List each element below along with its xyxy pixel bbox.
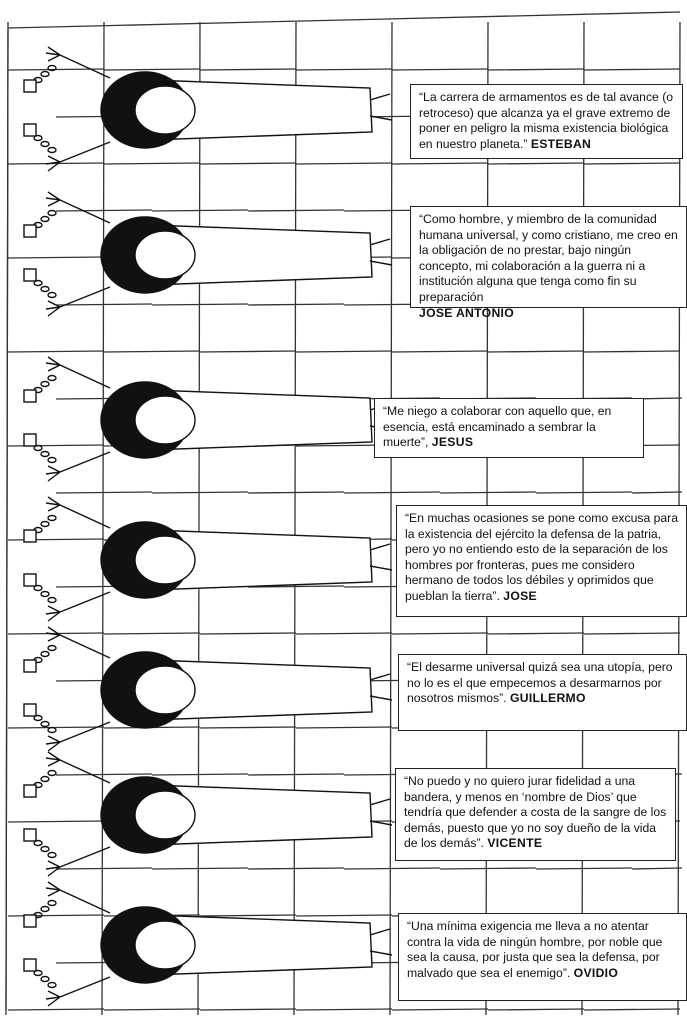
chain-link xyxy=(41,722,49,727)
author-name: GUILLERMO xyxy=(509,691,586,706)
mortar-line-horizontal xyxy=(488,69,584,70)
quote-guillermo xyxy=(398,654,687,731)
mortar-line-horizontal xyxy=(152,868,248,869)
hand xyxy=(46,861,60,876)
chain-link xyxy=(41,652,49,657)
mortar-line-horizontal xyxy=(248,868,344,869)
mortar-line-horizontal xyxy=(248,492,344,493)
mortar-line-horizontal xyxy=(152,492,248,493)
mortar-line-horizontal xyxy=(248,210,344,211)
chain-link xyxy=(41,72,49,77)
hand xyxy=(46,882,60,896)
mortar-line-horizontal xyxy=(584,69,680,70)
shackle xyxy=(24,574,36,586)
author-name: ESTEBAN xyxy=(530,136,592,151)
chain-link xyxy=(48,293,56,298)
mortar-line-horizontal xyxy=(296,69,392,70)
chain-link xyxy=(48,148,56,153)
mortar-line-horizontal xyxy=(488,1009,584,1010)
chain-link xyxy=(48,211,56,216)
face xyxy=(135,536,195,584)
mortar-line-horizontal xyxy=(296,727,392,728)
face xyxy=(135,396,195,444)
mortar-line-horizontal xyxy=(296,163,392,164)
quote-vicente xyxy=(395,768,676,861)
quote-esteban xyxy=(410,84,683,159)
shackle xyxy=(24,225,36,237)
mortar-line-horizontal xyxy=(392,351,488,352)
mortar-line-horizontal xyxy=(584,351,680,352)
chain-link xyxy=(48,598,56,603)
shackle xyxy=(24,530,36,542)
chain-link xyxy=(48,771,56,776)
mortar-line-horizontal xyxy=(200,1009,296,1010)
mortar-line-horizontal xyxy=(488,351,584,352)
mortar-line-horizontal xyxy=(8,1009,104,1010)
feet xyxy=(370,674,392,700)
mortar-line-horizontal xyxy=(392,633,488,634)
mortar-line-horizontal xyxy=(56,492,152,493)
mortar-line-horizontal xyxy=(8,351,104,352)
quote-text: “Como hombre, y miembro de la comunidad humana universal, y como cristiano, me creo en la obligación de no prestar, bajo ningún concepto, mi colaboración a la guerra ni a institución alguna que tenga como fin su preparación xyxy=(419,212,678,304)
mortar-line-horizontal xyxy=(8,915,104,916)
chained-figure xyxy=(24,47,392,171)
mortar-line-vertical xyxy=(6,22,8,1015)
chain-link xyxy=(41,142,49,147)
feet xyxy=(370,544,392,570)
chain-link xyxy=(48,516,56,521)
shackle xyxy=(24,390,36,402)
hand xyxy=(46,606,60,621)
mortar-line-horizontal xyxy=(392,163,488,164)
chain-link xyxy=(48,901,56,906)
shackle xyxy=(24,959,36,971)
hand xyxy=(46,357,60,371)
shackle xyxy=(24,80,36,92)
chain-link xyxy=(41,777,49,782)
mortar-line-horizontal xyxy=(56,774,152,775)
mortar-line-horizontal xyxy=(200,69,296,70)
feet xyxy=(370,929,392,955)
chain-link xyxy=(48,376,56,381)
quote-jesus xyxy=(374,398,644,458)
mortar-line-horizontal xyxy=(152,774,248,775)
shackle xyxy=(24,704,36,716)
arm xyxy=(60,55,110,78)
chained-figure xyxy=(24,752,392,876)
chained-figure xyxy=(24,882,392,1006)
hand xyxy=(46,752,60,766)
quote-text: “La carrera de armamentos es de tal avance (o retroceso) que alcanza ya el grave extremo de poner en peligro la misma existencia biológica en nuestro planeta.” xyxy=(419,90,674,151)
mortar-line-horizontal xyxy=(56,210,152,211)
mortar-line-horizontal xyxy=(104,633,200,634)
mortar-line-horizontal xyxy=(200,633,296,634)
chain-link xyxy=(48,983,56,988)
mortar-line-horizontal xyxy=(488,633,584,634)
author-name: VICENTE xyxy=(487,836,543,851)
chain-link xyxy=(41,907,49,912)
author-name: JESUS xyxy=(431,435,474,450)
mortar-line-horizontal xyxy=(104,163,200,164)
mortar-line-horizontal xyxy=(152,304,248,305)
hand xyxy=(46,47,60,61)
chain-link xyxy=(41,217,49,222)
mortar-line-horizontal xyxy=(200,351,296,352)
chain-link xyxy=(48,853,56,858)
mortar-line-horizontal xyxy=(536,868,632,869)
hand xyxy=(46,991,60,1006)
mortar-line-horizontal xyxy=(440,868,536,869)
chain-link xyxy=(41,592,49,597)
mortar-line-horizontal xyxy=(56,868,152,869)
mortar-line-horizontal xyxy=(296,915,392,916)
chain-link xyxy=(41,382,49,387)
face xyxy=(135,231,195,279)
mortar-line-horizontal xyxy=(8,821,104,822)
mortar-line-horizontal xyxy=(8,445,104,446)
quote-text: “Una mínima exigencia me lleva a no atentar contra la vida de ningún hombre, por noble que sea la causa, por justa que sea la defensa, por malvado que sea el enemigo”. xyxy=(407,919,663,980)
chain-link xyxy=(48,728,56,733)
shackle xyxy=(24,434,36,446)
chained-figure xyxy=(24,357,392,481)
mortar-line-horizontal xyxy=(536,492,632,493)
quote-text: “En muchas ocasiones se pone como excusa para la existencia del ejército la defensa de la patria, pero yo no entiendo esto de la separación de los hombres por fronteras, pues me considero hermano de todos los débiles y oprimidos que pueblan la tierra”. xyxy=(405,511,679,603)
mortar-line-horizontal xyxy=(296,633,392,634)
face xyxy=(135,666,195,714)
chain-link xyxy=(48,646,56,651)
shackle xyxy=(24,124,36,136)
shackle xyxy=(24,660,36,672)
chain-link xyxy=(48,458,56,463)
mortar-line-horizontal xyxy=(56,304,152,305)
mortar-line-horizontal xyxy=(584,1009,680,1010)
quote-jose-antonio xyxy=(410,206,687,320)
mortar-line-horizontal xyxy=(392,1009,488,1010)
face xyxy=(135,921,195,969)
quote-text: “No puedo y no quiero jurar fidelidad a una bandera, y menos en ‘nombre de Dios’ que tendría que defender a costa de la sangre de los demás, puesto que yo no soy dueño de la vida de los demás”. xyxy=(404,774,667,851)
mortar-line-horizontal xyxy=(104,69,200,70)
hand xyxy=(46,497,60,511)
quote-ovidio xyxy=(398,913,687,1001)
mortar-line-horizontal xyxy=(584,163,680,164)
chain-link xyxy=(41,522,49,527)
mortar-line-horizontal xyxy=(200,915,296,916)
mortar-line-horizontal xyxy=(248,774,344,775)
mortar-line-horizontal xyxy=(344,868,440,869)
mortar-line-horizontal xyxy=(8,727,104,728)
mortar-line-horizontal xyxy=(392,69,488,70)
hand xyxy=(46,301,60,316)
mortar-line-horizontal xyxy=(440,492,536,493)
mortar-line-horizontal xyxy=(296,351,392,352)
shackle xyxy=(24,829,36,841)
feet xyxy=(370,239,392,265)
mortar-line-horizontal xyxy=(8,539,104,540)
mortar-line-vertical xyxy=(198,22,200,1015)
mortar-line-horizontal xyxy=(296,1009,392,1010)
hand xyxy=(46,192,60,206)
quote-jose xyxy=(396,505,687,617)
hand xyxy=(46,627,60,641)
mortar-line-horizontal xyxy=(8,257,104,258)
hand xyxy=(46,466,60,481)
mortar-line-horizontal xyxy=(104,1009,200,1010)
chained-figure xyxy=(24,627,392,751)
hand xyxy=(46,736,60,751)
mortar-line-vertical xyxy=(294,22,296,1015)
face xyxy=(135,791,195,839)
author-name: JOSE xyxy=(503,588,537,603)
mortar-line-horizontal xyxy=(632,868,682,869)
hand xyxy=(46,156,60,171)
mortar-line-horizontal xyxy=(152,210,248,211)
chain-link xyxy=(41,287,49,292)
shackle xyxy=(24,785,36,797)
mortar-line-horizontal xyxy=(200,727,296,728)
mortar-line-vertical xyxy=(390,22,392,1015)
shackle xyxy=(24,269,36,281)
mortar-line-vertical xyxy=(102,22,104,1015)
chain-link xyxy=(41,977,49,982)
face xyxy=(135,86,195,134)
shackle xyxy=(24,915,36,927)
mortar-line-horizontal xyxy=(632,492,682,493)
author-name: JOSE ANTONIO xyxy=(419,305,515,320)
mortar-line-horizontal xyxy=(584,633,680,634)
quote-text: “El desarme universal quizá sea una utopía, pero no lo es el que empecemos a desarmarnos por nosotros mismos”. xyxy=(407,660,673,706)
mortar-line-horizontal xyxy=(248,304,344,305)
mortar-line-horizontal xyxy=(344,492,440,493)
mortar-line-horizontal xyxy=(200,163,296,164)
arm xyxy=(60,142,110,162)
chain-link xyxy=(41,847,49,852)
mortar-line-horizontal xyxy=(488,163,584,164)
chain-link xyxy=(41,452,49,457)
arm xyxy=(60,365,110,388)
author-name: OVIDIO xyxy=(573,965,619,980)
chained-figure xyxy=(24,497,392,621)
quote-text: “Me niego a colaborar con aquello que, en esencia, está encaminado a sembrar la muerte”, xyxy=(383,404,612,450)
mortar-line-horizontal xyxy=(104,351,200,352)
